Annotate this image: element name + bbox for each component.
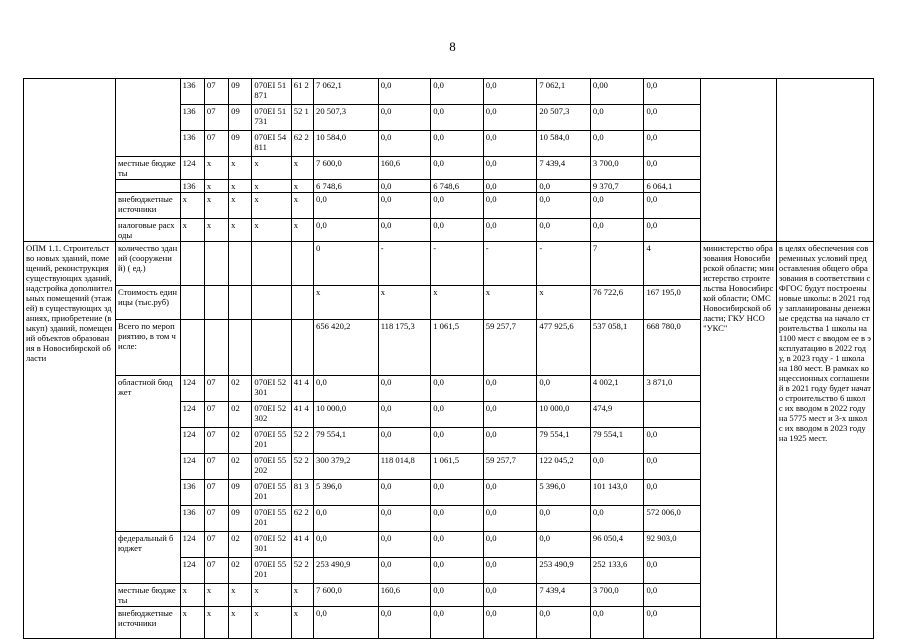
- table-cell: 07: [204, 376, 228, 402]
- table-cell: 070EI 51871: [252, 79, 291, 105]
- table-cell: 0,0: [483, 584, 537, 607]
- table-cell: 124: [180, 376, 204, 402]
- table-cell: 7 600,0: [314, 157, 379, 180]
- table-cell: 477 925,6: [537, 320, 591, 376]
- table-cell: 124: [180, 157, 204, 180]
- table-cell: 0,0: [378, 480, 431, 506]
- table-cell: 0,0: [483, 480, 537, 506]
- table-cell: 10 584,0: [314, 131, 379, 157]
- table-cell: 124: [180, 558, 204, 584]
- table-cell: 0,0: [483, 131, 537, 157]
- table-cell: x: [180, 607, 204, 639]
- table-cell: x: [229, 219, 252, 242]
- table-cell: 0,0: [431, 157, 484, 180]
- table-cell: 070EI 55201: [252, 506, 291, 532]
- budget-table: [23, 78, 874, 639]
- table-cell: 0,0: [483, 193, 537, 219]
- table-cell: -: [537, 242, 591, 286]
- table-cell: 4: [644, 242, 701, 286]
- table-cell: -: [431, 242, 484, 286]
- table-cell: [252, 320, 291, 376]
- table-cell: [291, 320, 313, 376]
- table-cell: x: [204, 607, 228, 639]
- table-cell: x: [204, 584, 228, 607]
- table-cell: x: [229, 584, 252, 607]
- table-cell: 0,0: [590, 219, 644, 242]
- table-cell: [229, 320, 252, 376]
- table-cell: 0,0: [314, 193, 379, 219]
- table-cell: 20 507,3: [537, 105, 591, 131]
- table-cell: 136: [180, 105, 204, 131]
- table-cell: 7 062,1: [537, 79, 591, 105]
- table-cell: 070EI 52301: [252, 376, 291, 402]
- table-cell: 0,0: [483, 79, 537, 105]
- table-cell: 0,0: [378, 131, 431, 157]
- table-cell: 0,0: [537, 219, 591, 242]
- page-number: 8: [449, 39, 456, 54]
- table-cell: 02: [229, 558, 252, 584]
- table-cell: 0,0: [644, 480, 701, 506]
- table-row: [24, 242, 874, 286]
- table-cell: 76 722,6: [590, 286, 644, 320]
- table-cell: 0,0: [378, 506, 431, 532]
- table-cell: 7 062,1: [314, 79, 379, 105]
- table-cell: 0,0: [483, 558, 537, 584]
- table-cell: 07: [204, 532, 228, 558]
- source-label-cell: количество зданий (сооружений) ( ед.): [115, 242, 180, 286]
- table-cell: x: [180, 193, 204, 219]
- table-cell: 02: [229, 428, 252, 454]
- table-cell: 0,0: [483, 157, 537, 180]
- table-cell: 0,0: [378, 402, 431, 428]
- table-cell: 0,0: [431, 79, 484, 105]
- table-cell: 10 000,0: [537, 402, 591, 428]
- table-cell: 3 700,0: [590, 157, 644, 180]
- table-cell: 0,0: [644, 79, 701, 105]
- table-cell: 0,0: [378, 105, 431, 131]
- table-cell: 52 2: [291, 428, 313, 454]
- table-cell: 10 584,0: [537, 131, 591, 157]
- table-cell: 52 2: [291, 558, 313, 584]
- table-cell: 09: [229, 105, 252, 131]
- source-label-cell: областной бюджет: [115, 376, 180, 532]
- upper-executors-cell: [701, 79, 777, 242]
- table-cell: 0,0: [590, 506, 644, 532]
- table-cell: 070EI 55201: [252, 558, 291, 584]
- table-cell: 572 006,0: [644, 506, 701, 532]
- table-cell: x: [180, 584, 204, 607]
- table-cell: 253 490,9: [537, 558, 591, 584]
- table-cell: 5 396,0: [537, 480, 591, 506]
- table-cell: [229, 286, 252, 320]
- table-cell: 136: [180, 506, 204, 532]
- table-cell: 0,0: [314, 532, 379, 558]
- table-cell: 07: [204, 131, 228, 157]
- table-cell: 537 058,1: [590, 320, 644, 376]
- table-cell: 09: [229, 79, 252, 105]
- table-cell: 0,0: [483, 532, 537, 558]
- table-cell: 0,0: [537, 376, 591, 402]
- table-cell: [644, 402, 701, 428]
- table-cell: 0,0: [378, 428, 431, 454]
- opm-title-cell: ОПМ 1.1. Строительство новых зданий, помещений, реконструкция существующих зданий, надстройка дополнительных помещений (этажей) в существующих зданиях, приобретение (выкуп) зданий, помещений объектов образования в Новосибирской области: [24, 242, 116, 639]
- table-cell: [252, 242, 291, 286]
- table-cell: 0,0: [314, 506, 379, 532]
- table-cell: x: [252, 584, 291, 607]
- table-cell: 0,0: [537, 532, 591, 558]
- table-cell: [229, 242, 252, 286]
- table-cell: x: [483, 286, 537, 320]
- table-cell: 0,0: [314, 219, 379, 242]
- table-cell: 0,0: [314, 607, 379, 639]
- table-cell: 0,0: [378, 180, 431, 193]
- table-cell: x: [291, 584, 313, 607]
- table-cell: 0: [314, 242, 379, 286]
- table-cell: [180, 286, 204, 320]
- table-cell: 0,0: [483, 607, 537, 639]
- table-cell: -: [483, 242, 537, 286]
- table-cell: 61 2: [291, 79, 313, 105]
- table-cell: x: [229, 607, 252, 639]
- table-cell: 0,0: [378, 607, 431, 639]
- table-cell: 09: [229, 131, 252, 157]
- table-cell: 0,0: [483, 219, 537, 242]
- table-cell: 0,0: [590, 105, 644, 131]
- table-cell: x: [204, 180, 228, 193]
- table-cell: 79 554,1: [537, 428, 591, 454]
- table-row: [24, 79, 874, 105]
- table-cell: 96 050,4: [590, 532, 644, 558]
- source-label-cell: внебюджетные источники: [115, 193, 180, 219]
- table-cell: [204, 286, 228, 320]
- table-cell: 0,0: [644, 157, 701, 180]
- table-cell: x: [291, 607, 313, 639]
- table-cell: 41 4: [291, 532, 313, 558]
- table-cell: x: [180, 219, 204, 242]
- table-cell: 0,0: [644, 193, 701, 219]
- table-cell: [180, 320, 204, 376]
- table-cell: 253 490,9: [314, 558, 379, 584]
- table-cell: 0,0: [537, 193, 591, 219]
- table-cell: 0,0: [431, 584, 484, 607]
- table-cell: 81 3: [291, 480, 313, 506]
- table-cell: x: [204, 219, 228, 242]
- table-cell: 0,0: [644, 131, 701, 157]
- table-cell: 118 175,3: [378, 320, 431, 376]
- table-cell: 02: [229, 402, 252, 428]
- table-cell: 0,0: [431, 428, 484, 454]
- source-label-cell: Всего по мероприятию, в том числе:: [115, 320, 180, 376]
- table-cell: x: [229, 180, 252, 193]
- table-cell: 10 000,0: [314, 402, 379, 428]
- table-cell: 0,0: [378, 193, 431, 219]
- table-cell: 0,0: [483, 428, 537, 454]
- source-label-cell: [115, 79, 180, 157]
- table-cell: 0,0: [431, 607, 484, 639]
- table-cell: 0,0: [590, 131, 644, 157]
- table-cell: 09: [229, 480, 252, 506]
- table-cell: 0,0: [431, 532, 484, 558]
- table-cell: 59 257,7: [483, 454, 537, 480]
- table-cell: 124: [180, 454, 204, 480]
- table-cell: 02: [229, 532, 252, 558]
- table-cell: 0,0: [483, 402, 537, 428]
- table-cell: 0,0: [431, 219, 484, 242]
- table-cell: x: [229, 157, 252, 180]
- table-cell: 0,0: [590, 193, 644, 219]
- table-cell: 7 600,0: [314, 584, 379, 607]
- table-body: [24, 79, 874, 639]
- table-cell: 0,0: [644, 428, 701, 454]
- table-cell: 0,0: [378, 79, 431, 105]
- table-cell: 07: [204, 428, 228, 454]
- table-cell: 070EI 55201: [252, 428, 291, 454]
- table-cell: 6 748,6: [314, 180, 379, 193]
- table-cell: 0,0: [537, 180, 591, 193]
- table-cell: x: [291, 157, 313, 180]
- table-cell: x: [229, 193, 252, 219]
- table-cell: 0,0: [378, 532, 431, 558]
- table-cell: 62 2: [291, 131, 313, 157]
- table-cell: 0,0: [483, 506, 537, 532]
- upper-program-cell: [24, 79, 116, 242]
- table-cell: 07: [204, 402, 228, 428]
- table-cell: 07: [204, 79, 228, 105]
- source-label-cell: налоговые расходы: [115, 219, 180, 242]
- table-cell: 474,9: [590, 402, 644, 428]
- table-cell: 0,0: [483, 180, 537, 193]
- table-cell: 070EI 52302: [252, 402, 291, 428]
- table-cell: [291, 242, 313, 286]
- table-cell: 300 379,2: [314, 454, 379, 480]
- table-cell: 0,0: [378, 376, 431, 402]
- table-cell: x: [252, 180, 291, 193]
- table-cell: 7 439,4: [537, 584, 591, 607]
- table-cell: 0,0: [590, 454, 644, 480]
- table-cell: x: [291, 180, 313, 193]
- table-cell: 0,0: [644, 584, 701, 607]
- table-cell: 167 195,0: [644, 286, 701, 320]
- table-cell: 52 1: [291, 105, 313, 131]
- table-cell: 656 420,2: [314, 320, 379, 376]
- table-cell: -: [378, 242, 431, 286]
- table-cell: 0,0: [644, 558, 701, 584]
- source-label-cell: внебюджетные источники: [115, 607, 180, 639]
- table-cell: x: [291, 193, 313, 219]
- table-cell: 0,0: [378, 219, 431, 242]
- table-cell: x: [252, 157, 291, 180]
- table-cell: 070EI 55202: [252, 454, 291, 480]
- table-cell: x: [204, 193, 228, 219]
- table-cell: x: [537, 286, 591, 320]
- table-cell: 3 700,0: [590, 584, 644, 607]
- source-label-cell: федеральный бюджет: [115, 532, 180, 584]
- table-cell: x: [252, 607, 291, 639]
- table-cell: 07: [204, 105, 228, 131]
- table-cell: [252, 286, 291, 320]
- table-cell: 6 748,6: [431, 180, 484, 193]
- table-cell: 0,0: [431, 480, 484, 506]
- opm-result-cell: в целях обеспечения современных условий предоставления общего образования в соответствии с ФГОС будут построены новые школы: в 2021 году запланированы денежные средства на начало строительства 1 школы на 1100 мест с вводом ее в эксплуатацию в 2022 году, в 2023 году - 1 школа на 180 мест. В рамках концессионных соглашений в 2021 году будет начато строительство 6 школ с их вводом в 2022 году на 5775 мест и 3-х школ с их вводом в 2023 году на 1925 мест.: [776, 242, 873, 639]
- table-cell: 0,0: [644, 219, 701, 242]
- table-cell: 0,0: [431, 402, 484, 428]
- table-cell: 0,0: [644, 454, 701, 480]
- table-cell: 124: [180, 428, 204, 454]
- table-cell: 0,0: [431, 105, 484, 131]
- table-cell: 160,6: [378, 157, 431, 180]
- source-label-cell: местные бюджеты: [115, 157, 180, 180]
- table-cell: 0,0: [378, 558, 431, 584]
- table-cell: 7 439,4: [537, 157, 591, 180]
- table-cell: 92 903,0: [644, 532, 701, 558]
- table-cell: 070EI 52301: [252, 532, 291, 558]
- table-cell: 0,0: [590, 607, 644, 639]
- table-cell: 124: [180, 402, 204, 428]
- table-cell: 0,0: [431, 193, 484, 219]
- table-cell: x: [378, 286, 431, 320]
- table-cell: 160,6: [378, 584, 431, 607]
- table-cell: 5 396,0: [314, 480, 379, 506]
- table-cell: 0,0: [644, 607, 701, 639]
- table-cell: 07: [204, 506, 228, 532]
- source-label-cell: Стоимость единицы (тыс.руб): [115, 286, 180, 320]
- table-cell: 4 002,1: [590, 376, 644, 402]
- table-cell: 0,0: [483, 105, 537, 131]
- table-cell: 0,0: [537, 607, 591, 639]
- table-cell: 02: [229, 454, 252, 480]
- table-cell: 122 045,2: [537, 454, 591, 480]
- table-cell: 41 4: [291, 402, 313, 428]
- table-cell: [291, 286, 313, 320]
- table-cell: 070EI 54811: [252, 131, 291, 157]
- table-cell: 6 064,1: [644, 180, 701, 193]
- table-cell: x: [291, 219, 313, 242]
- table-cell: [204, 242, 228, 286]
- table-cell: 136: [180, 180, 204, 193]
- upper-result-cell: [776, 79, 873, 242]
- table-cell: 7: [590, 242, 644, 286]
- source-label-cell: местные бюджеты: [115, 584, 180, 607]
- table-cell: x: [314, 286, 379, 320]
- table-cell: 0,0: [314, 376, 379, 402]
- source-label-cell: [115, 180, 180, 193]
- table-cell: 07: [204, 454, 228, 480]
- table-cell: 9 370,7: [590, 180, 644, 193]
- table-cell: 07: [204, 480, 228, 506]
- table-cell: x: [204, 157, 228, 180]
- table-cell: 20 507,3: [314, 105, 379, 131]
- table-cell: 02: [229, 376, 252, 402]
- table-cell: 136: [180, 79, 204, 105]
- table-cell: 79 554,1: [590, 428, 644, 454]
- table-cell: 52 2: [291, 454, 313, 480]
- table-cell: x: [252, 193, 291, 219]
- table-cell: 07: [204, 558, 228, 584]
- table-cell: 136: [180, 480, 204, 506]
- table-cell: 0,0: [431, 131, 484, 157]
- table-cell: 101 143,0: [590, 480, 644, 506]
- table-cell: 070EI 51731: [252, 105, 291, 131]
- table-cell: 0,0: [537, 506, 591, 532]
- table-cell: x: [252, 219, 291, 242]
- table-cell: 79 554,1: [314, 428, 379, 454]
- table-cell: [204, 320, 228, 376]
- table-cell: 1 061,5: [431, 320, 484, 376]
- table-cell: 0,0: [431, 376, 484, 402]
- table-cell: 668 780,0: [644, 320, 701, 376]
- table-cell: 0,00: [590, 79, 644, 105]
- table-cell: 41 4: [291, 376, 313, 402]
- table-cell: 124: [180, 532, 204, 558]
- table-cell: 1 061,5: [431, 454, 484, 480]
- table-cell: 118 014,8: [378, 454, 431, 480]
- opm-executors-cell: министерство образования Новосибирской области; министерство строительства Новосибирской области; ОМС Новосибирской области; ГКУ НСО "УКС": [701, 242, 777, 639]
- table-cell: 3 871,0: [644, 376, 701, 402]
- table-cell: 62 2: [291, 506, 313, 532]
- table-cell: 0,0: [644, 105, 701, 131]
- table-cell: x: [431, 286, 484, 320]
- table-cell: 09: [229, 506, 252, 532]
- table-cell: 252 133,6: [590, 558, 644, 584]
- table-cell: 0,0: [483, 376, 537, 402]
- table-cell: 0,0: [431, 558, 484, 584]
- table-cell: 59 257,7: [483, 320, 537, 376]
- table-cell: [180, 242, 204, 286]
- table-cell: 070EI 55201: [252, 480, 291, 506]
- table-cell: 0,0: [431, 506, 484, 532]
- table-cell: 136: [180, 131, 204, 157]
